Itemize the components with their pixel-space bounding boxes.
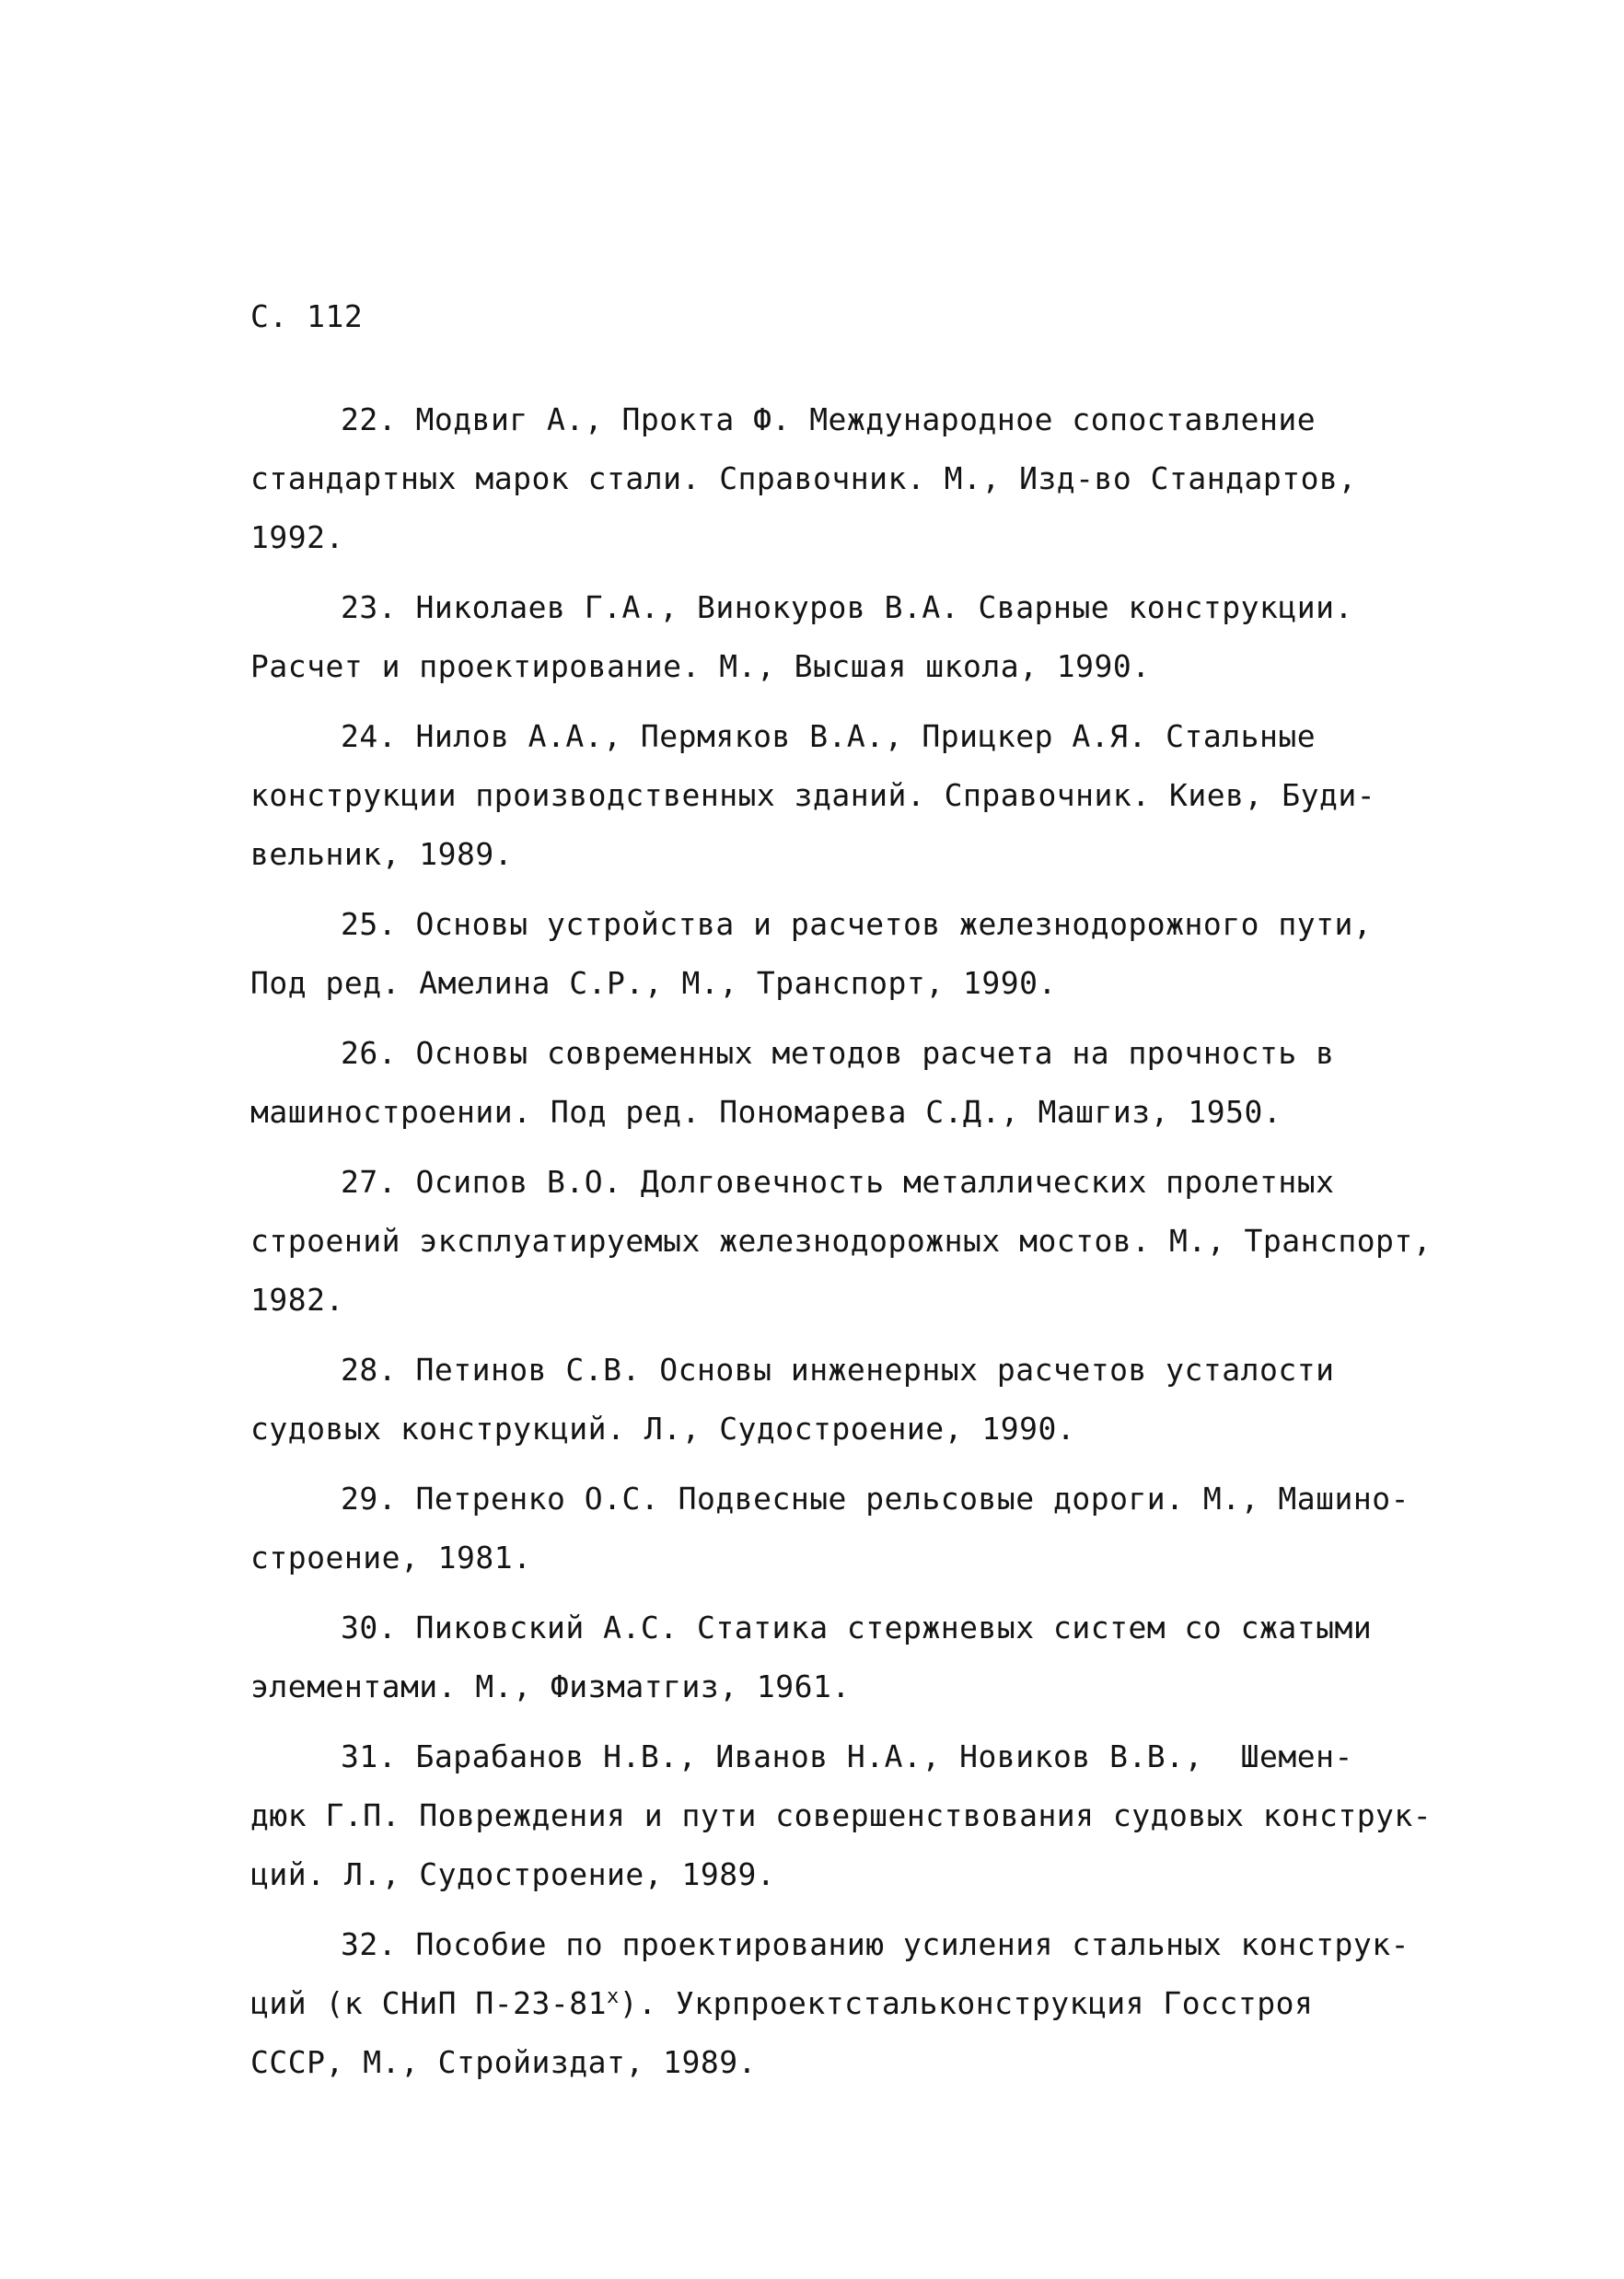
- reference-line: судовых конструкций. Л., Судостроение, 1990.: [250, 1411, 1076, 1447]
- reference-item-27: [250, 1153, 1433, 1330]
- page-number: С. 112: [250, 298, 364, 334]
- reference-text: ). Укрпроектстальконструкция Госстроя: [619, 1985, 1314, 2021]
- reference-line: элементами. М., Физматгиз, 1961.: [250, 1669, 851, 1704]
- reference-line: стандартных марок стали. Справочник. М., Изд-во Стандартов,: [250, 460, 1357, 496]
- reference-item-30: [250, 1599, 1410, 1716]
- reference-line: 32. Пособие по проектированию усиления стальных конструк-: [341, 1926, 1409, 1962]
- reference-line: машиностроении. Под ред. Пономарева С.Д., Машгиз, 1950.: [250, 1094, 1282, 1130]
- reference-item-32: [250, 1915, 1410, 2092]
- reference-item-22: [250, 390, 1410, 567]
- reference-item-23: [250, 578, 1410, 696]
- reference-text: ций (к СНиП П-23-81: [250, 1985, 607, 2021]
- reference-line: ций. Л., Судостроение, 1989.: [250, 1856, 776, 1892]
- superscript-mark: х: [607, 1985, 620, 2008]
- reference-line: СССР, М., Стройиздат, 1989.: [250, 2044, 757, 2080]
- reference-line: 28. Петинов С.В. Основы инженерных расчетов усталости: [341, 1352, 1335, 1388]
- reference-item-26: [250, 1024, 1410, 1142]
- reference-line: 25. Основы устройства и расчетов железнодорожного пути,: [341, 906, 1373, 942]
- reference-line: 30. Пиковский А.С. Статика стержневых систем со сжатыми: [341, 1610, 1373, 1645]
- reference-line: дюк Г.П. Повреждения и пути совершенствования судовых конструк-: [250, 1797, 1433, 1833]
- reference-line: 29. Петренко О.С. Подвесные рельсовые дороги. М., Машино-: [341, 1481, 1409, 1517]
- reference-line: строений эксплуатируемых железнодорожных мостов. М., Транспорт,: [250, 1223, 1433, 1259]
- reference-list: [250, 390, 1433, 2103]
- reference-line: конструкции производственных зданий. Справочник. Киев, Буди-: [250, 777, 1376, 813]
- reference-line: 31. Барабанов Н.В., Иванов Н.А., Новиков В.В., Шемен-: [341, 1738, 1353, 1774]
- reference-line: Расчет и проектирование. М., Высшая школа, 1990.: [250, 648, 1151, 684]
- reference-line: 1982.: [250, 1282, 344, 1318]
- reference-line: 26. Основы современных методов расчета на прочность в: [341, 1035, 1335, 1071]
- reference-line: 24. Нилов А.А., Пермяков В.А., Прицкер А.Я. Стальные: [341, 718, 1317, 754]
- reference-item-24: [250, 707, 1410, 884]
- reference-line: 22. Модвиг А., Прокта Ф. Международное сопоставление: [341, 401, 1317, 437]
- reference-item-31: [250, 1727, 1433, 1904]
- reference-line-with-superscript: [250, 1974, 1410, 2033]
- reference-line: 23. Николаев Г.А., Винокуров В.А. Сварные конструкции.: [341, 589, 1353, 625]
- reference-line: строение, 1981.: [250, 1540, 532, 1576]
- reference-item-28: [250, 1341, 1410, 1459]
- reference-line: Под ред. Амелина С.Р., М., Транспорт, 1990.: [250, 965, 1057, 1001]
- reference-line: вельник, 1989.: [250, 836, 514, 872]
- reference-line: 1992.: [250, 519, 344, 555]
- reference-item-29: [250, 1470, 1410, 1587]
- reference-line: 27. Осипов В.О. Долговечность металлических пролетных: [341, 1164, 1335, 1200]
- reference-item-25: [250, 895, 1410, 1013]
